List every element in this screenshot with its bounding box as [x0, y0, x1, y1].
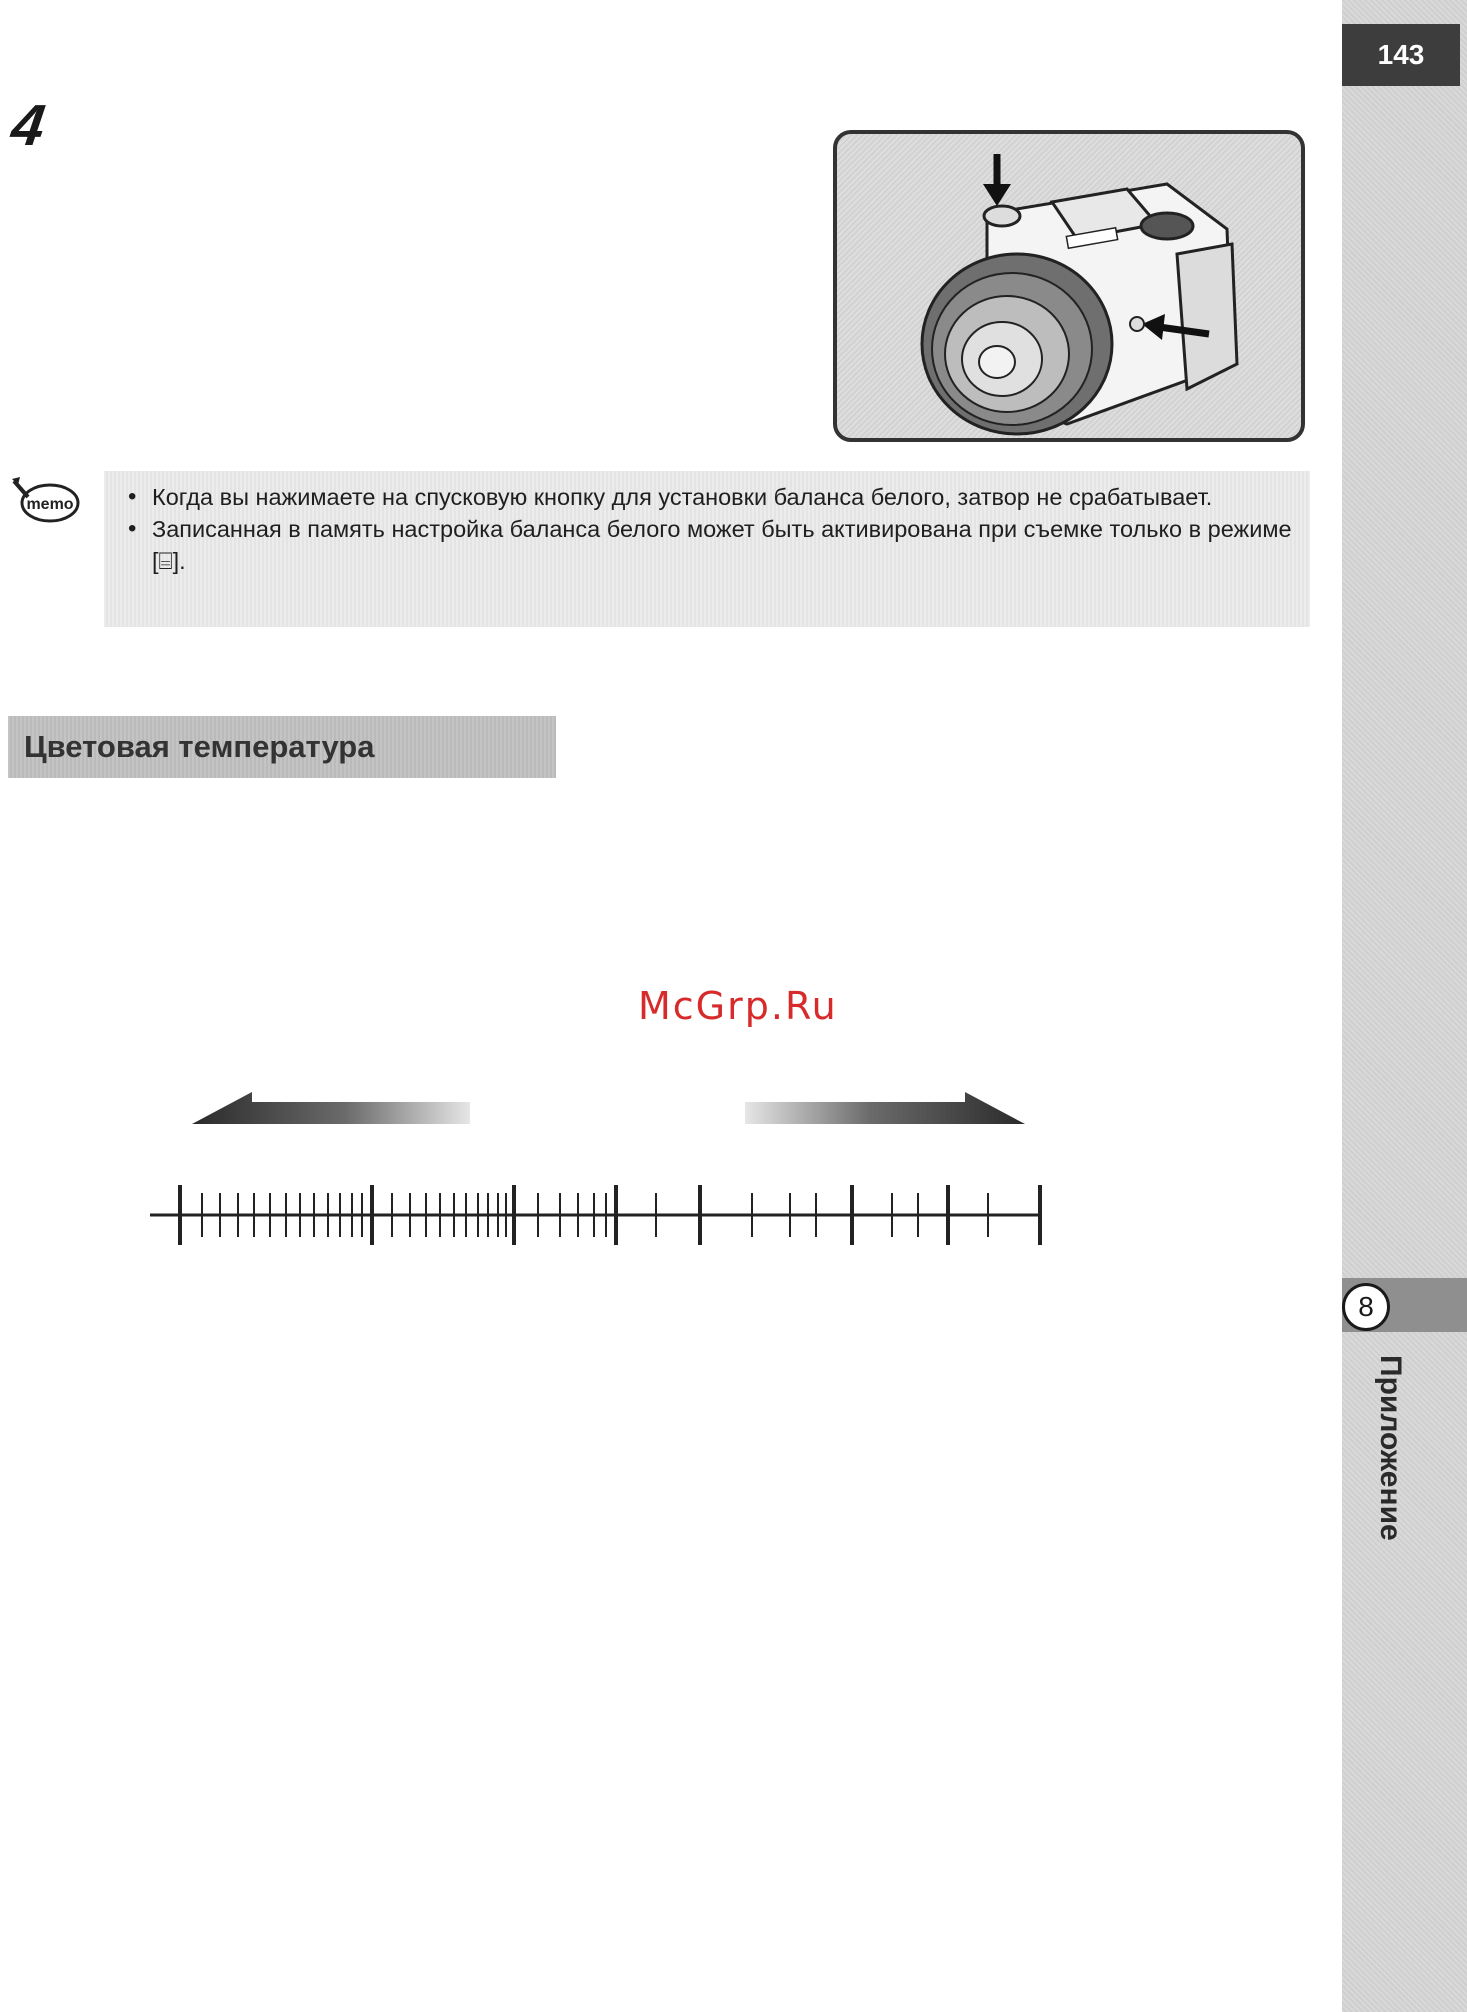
memo-item: • Записанная в память настройка баланса белого может быть активирована при съемке только в режиме [⌸]. [122, 513, 1292, 577]
step-number: 4 [7, 93, 49, 158]
color-temperature-scale [140, 1080, 1060, 1270]
arrow-right-icon [745, 1092, 1025, 1124]
camera-illustration [833, 130, 1305, 442]
memo-box [104, 471, 1310, 627]
scale-ruler [150, 1185, 1040, 1245]
svg-text:memo: memo [26, 496, 74, 513]
camera-drawing [837, 134, 1305, 442]
section-heading: Цветовая температура [8, 716, 556, 778]
page-number: 143 [1342, 24, 1460, 86]
watermark-text: McGrp.Ru [638, 984, 838, 1028]
chapter-number-badge: 8 [1342, 1283, 1390, 1331]
sidebar-strip [1342, 0, 1467, 2012]
memo-item: • Когда вы нажимаете на спусковую кнопку для установки баланса белого, затвор не срабатывает. [122, 481, 1292, 513]
arrow-left-icon [192, 1092, 470, 1124]
memo-icon [10, 475, 80, 525]
chapter-title: Приложение [1374, 1355, 1407, 1541]
